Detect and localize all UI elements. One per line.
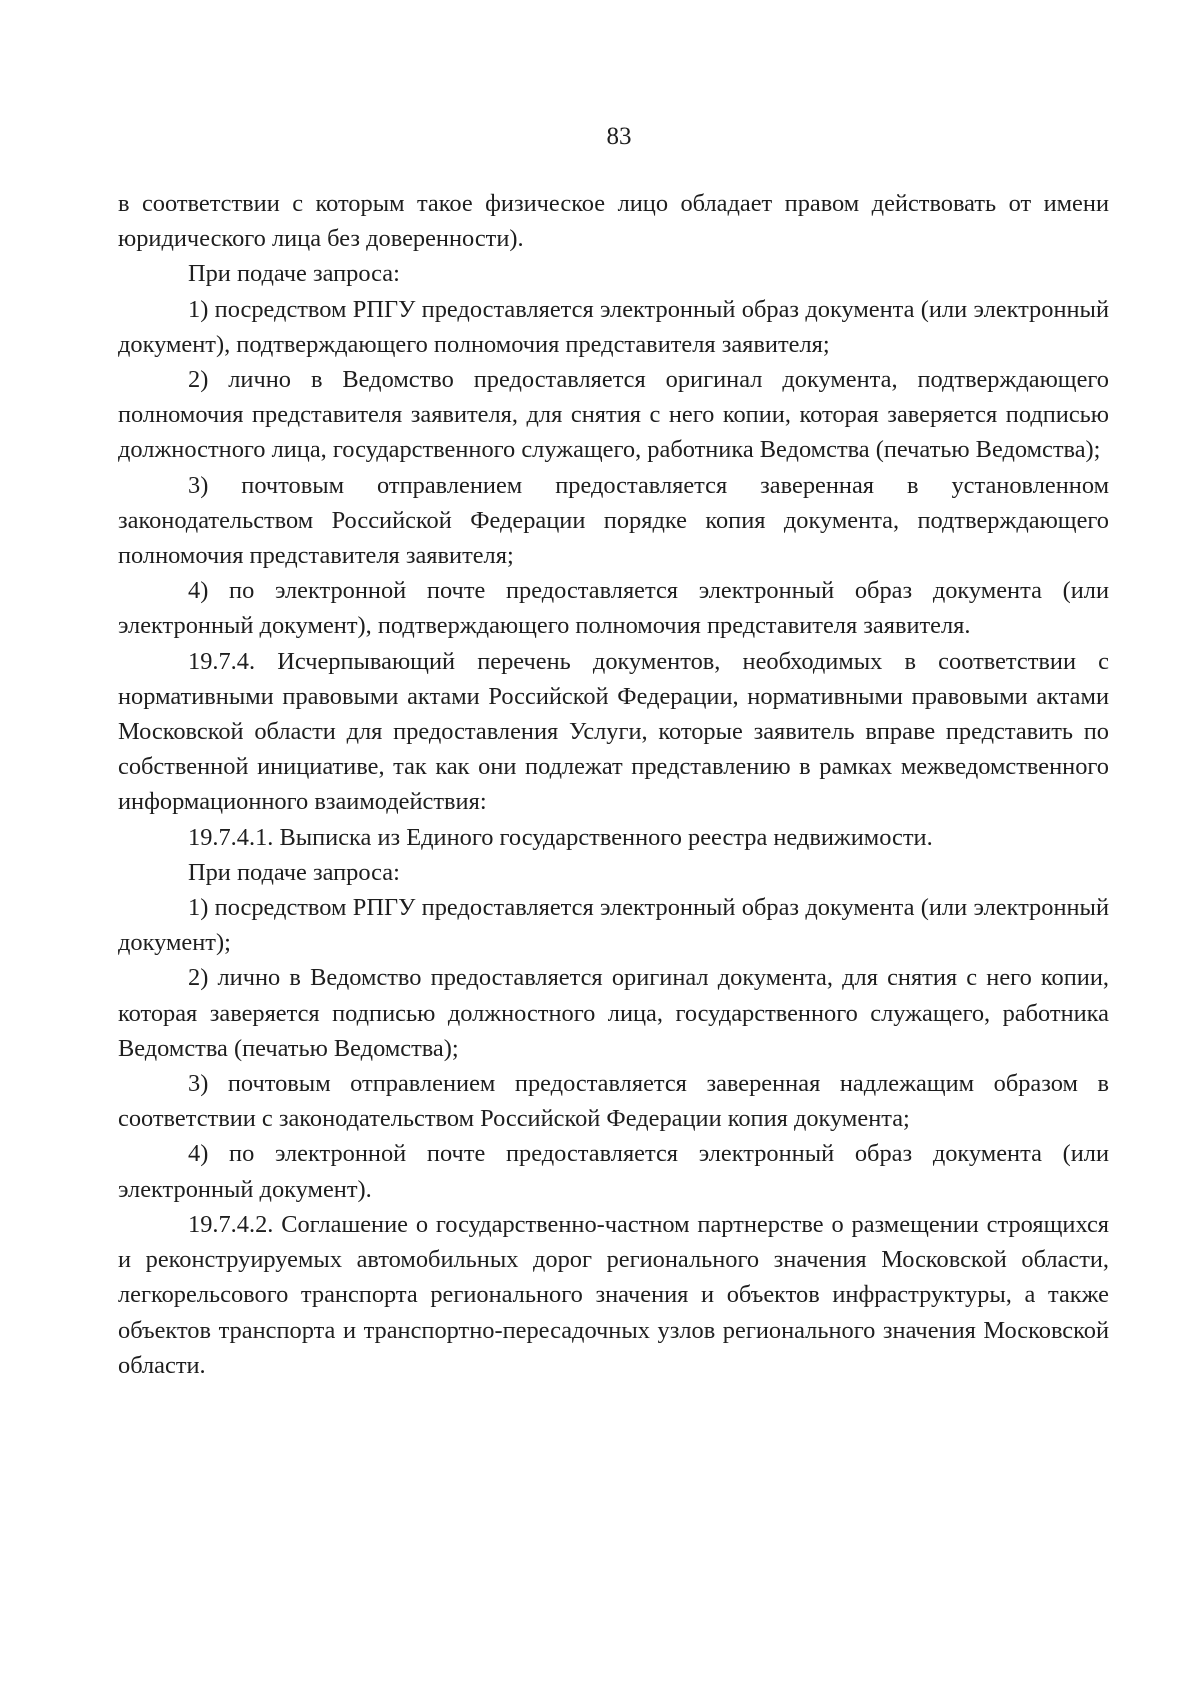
paragraph: При подаче запроса:	[188, 858, 400, 886]
paragraph: 1) посредством РПГУ предоставляется электронный образ документа (или электронный документ);	[118, 894, 1109, 957]
paragraph: 2) лично в Ведомство предоставляется оригинал документа, подтверждающего полномочия представителя заявителя, для снятия с него копии, которая заверяется подписью должностного лица, государственного служащего, работника Ведомства (печатью Ведомства);	[118, 366, 1109, 464]
paragraph: 1) посредством РПГУ предоставляется электронный образ документа (или электронный документ), подтверждающего полномочия представителя заявителя;	[118, 295, 1109, 358]
paragraph: в соответствии с которым такое физическое лицо обладает правом действовать от имени юридического лица без доверенности).	[118, 190, 1109, 253]
document-body	[118, 186, 1109, 1383]
paragraph: 19.7.4.1. Выписка из Единого государственного реестра недвижимости.	[188, 823, 933, 851]
page-number: 83	[606, 123, 632, 150]
paragraph: 3) почтовым отправлением предоставляется заверенная в установленном законодательством Российской Федерации порядке копия документа, подтверждающего полномочия представителя заявителя;	[118, 471, 1109, 570]
paragraph: 4) по электронной почте предоставляется электронный образ документа (или электронный документ).	[118, 1140, 1109, 1203]
paragraph: При подаче запроса:	[188, 260, 400, 288]
paragraph: 2) лично в Ведомство предоставляется оригинал документа, для снятия с него копии, которая заверяется подписью должностного лица, государственного служащего, работника Ведомства (печатью Ведомства);	[118, 964, 1109, 1062]
paragraph: 4) по электронной почте предоставляется электронный образ документа (или электронный документ), подтверждающего полномочия представителя заявителя.	[118, 577, 1109, 640]
paragraph: 3) почтовым отправлением предоставляется заверенная надлежащим образом в соответствии с законодательством Российской Федерации копия документа;	[118, 1070, 1109, 1133]
paragraph: 19.7.4.2. Соглашение о государственно-частном партнерстве о размещении строящихся и реконструируемых автомобильных дорог регионального значения Московской области, легкорельсового транспорта регионального значения и объектов инфраструктуры, а также объектов транспорта и транспортно-пересадочных узлов регионального значения Московской области.	[118, 1210, 1109, 1379]
paragraph: 19.7.4. Исчерпывающий перечень документов, необходимых в соответствии с нормативными правовыми актами Российской Федерации, нормативными правовыми актами Московской области для предоставления Услуги, которые заявитель вправе представить по собственной инициативе, так как они подлежат представлению в рамках межведомственного информационного взаимодействия:	[118, 647, 1109, 816]
